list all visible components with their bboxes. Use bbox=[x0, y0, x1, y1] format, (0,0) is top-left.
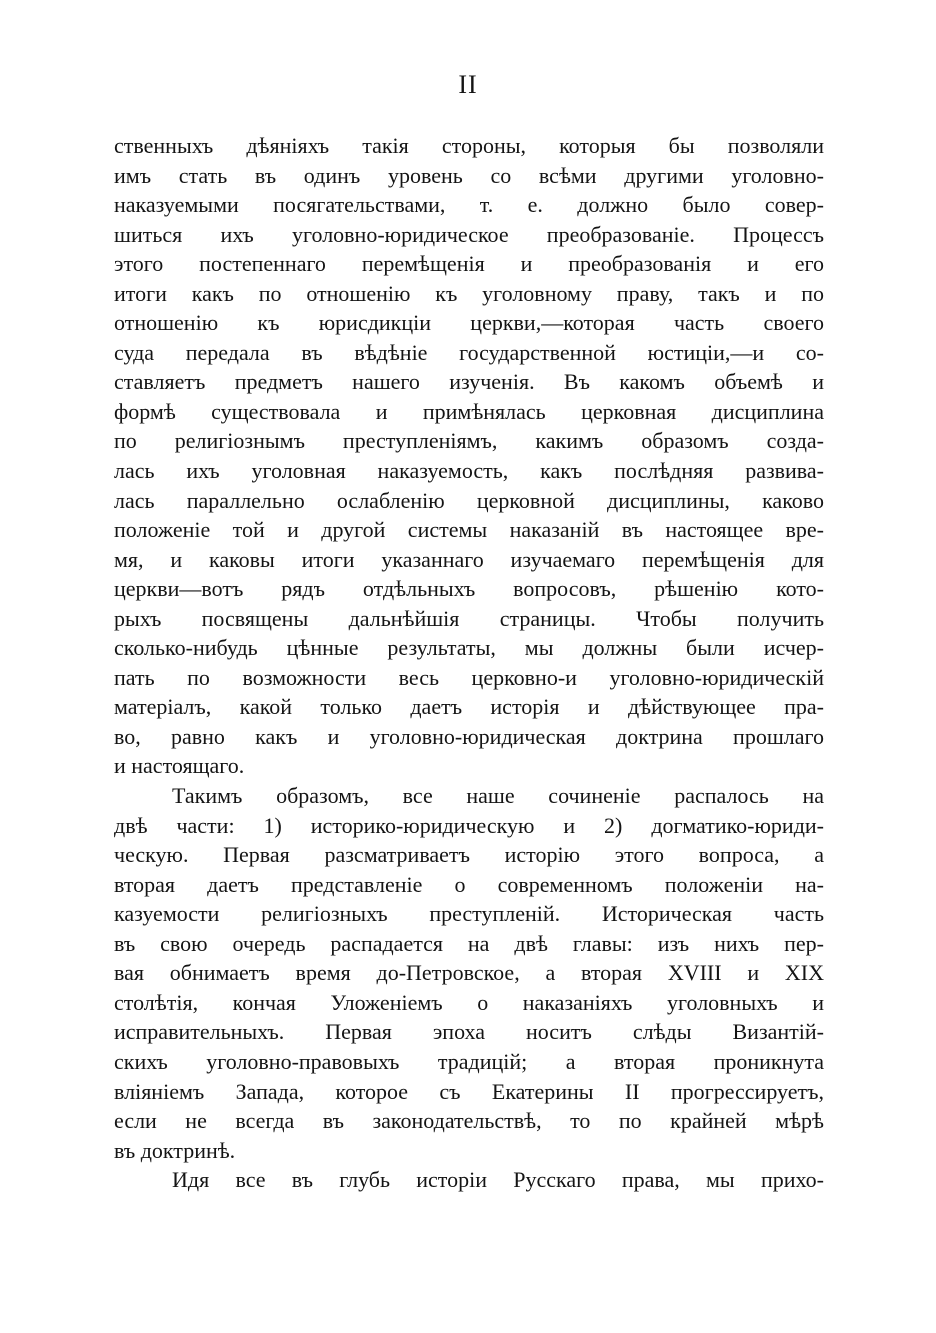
paragraph-1 bbox=[114, 131, 824, 781]
page-number: II bbox=[458, 70, 478, 99]
paragraph-3 bbox=[114, 1165, 824, 1195]
text-line: казуемости религіозныхъ преступленій. Историческая часть bbox=[114, 901, 824, 927]
text-line: церкви—вотъ рядъ отдѣльныхъ вопросовъ, рѣшенію кото- bbox=[114, 576, 824, 602]
text-line: если не всегда въ законодательствѣ, то по крайней мѣрѣ bbox=[114, 1108, 824, 1134]
text-line: вторая даетъ представленіе о современномъ положеніи на- bbox=[114, 871, 824, 897]
text-line: Идя все въ глубь исторіи Русскаго права, мы прихо- bbox=[172, 1167, 824, 1193]
text-line: положеніе той и другой системы наказаній въ настоящее вре- bbox=[114, 517, 824, 543]
text-line: скихъ уголовно-правовыхъ традицій; а вторая проникнута bbox=[114, 1048, 824, 1074]
text-line: въ доктринѣ. bbox=[114, 1137, 236, 1163]
text-line: итоги какъ по отношенію къ уголовному праву, такъ и по bbox=[114, 280, 824, 306]
paragraph-2 bbox=[114, 781, 824, 1165]
text-line: пать по возможности весь церковно-и уголовно-юридическій bbox=[114, 664, 824, 690]
text-line: имъ стать въ одинъ уровень со всѣми другими уголовно- bbox=[114, 162, 824, 188]
text-line: во, равно какъ и уголовно-юридическая доктрина прошлаго bbox=[114, 723, 824, 749]
text-line: шиться ихъ уголовно-юридическое преобразованіе. Процессъ bbox=[114, 221, 824, 247]
text-line: двѣ части: 1) историко-юридическую и 2) догматико-юриди- bbox=[114, 812, 824, 838]
text-line: вая обнимаетъ время до-Петровское, а вторая XVIII и XIX bbox=[114, 960, 824, 986]
text-line: матеріалъ, какой только даетъ исторія и дѣйствующее пра- bbox=[114, 694, 824, 720]
body-text bbox=[114, 131, 824, 1195]
text-line: лась параллельно ослабленію церковной дисциплины, каково bbox=[114, 487, 824, 513]
text-line: въ свою очередь распадается на двѣ главы: изъ нихъ пер- bbox=[114, 930, 824, 956]
text-line: ставляетъ предметъ нашего изученія. Въ какомъ объемѣ и bbox=[114, 369, 824, 395]
text-line: ческую. Первая разсматриваетъ исторію этого вопроса, а bbox=[114, 842, 824, 868]
text-line: и настоящаго. bbox=[114, 753, 245, 779]
text-line: сколько-нибудь цѣнные результаты, мы должны были исчер- bbox=[114, 635, 824, 661]
text-line: столѣтія, кончая Уложеніемъ о наказаніяхъ уголовныхъ и bbox=[114, 989, 824, 1015]
text-line: исправительныхъ. Первая эпоха носитъ слѣды Византій- bbox=[114, 1019, 824, 1045]
text-line: отношенію къ юрисдикціи церкви,—которая часть своего bbox=[114, 310, 824, 336]
text-line: Такимъ образомъ, все наше сочиненіе распалось на bbox=[172, 783, 824, 809]
text-line: формѣ существовала и примѣнялась церковная дисциплина bbox=[114, 398, 824, 424]
text-line: рыхъ посвящены дальнѣйшія страницы. Чтобы получить bbox=[114, 605, 824, 631]
text-line: этого постепеннаго перемѣщенія и преобразованія и его bbox=[114, 251, 824, 277]
text-line: вліяніемъ Запада, которое съ Екатерины II прогрессируетъ, bbox=[114, 1078, 824, 1104]
text-line: мя, и каковы итоги указаннаго изучаемаго перемѣщенія для bbox=[114, 546, 824, 572]
text-line: по религіознымъ преступленіямъ, какимъ образомъ созда- bbox=[114, 428, 824, 454]
text-line: ственныхъ дѣяніяхъ такія стороны, которыя бы позволяли bbox=[114, 133, 824, 158]
text-line: суда передала въ вѣдѣніе государственной юстиціи,—и со- bbox=[114, 339, 824, 365]
text-line: наказуемыми посягательствами, т. е. должно было совер- bbox=[114, 192, 824, 218]
text-line: лась ихъ уголовная наказуемость, какъ послѣдняя развива- bbox=[114, 458, 824, 484]
